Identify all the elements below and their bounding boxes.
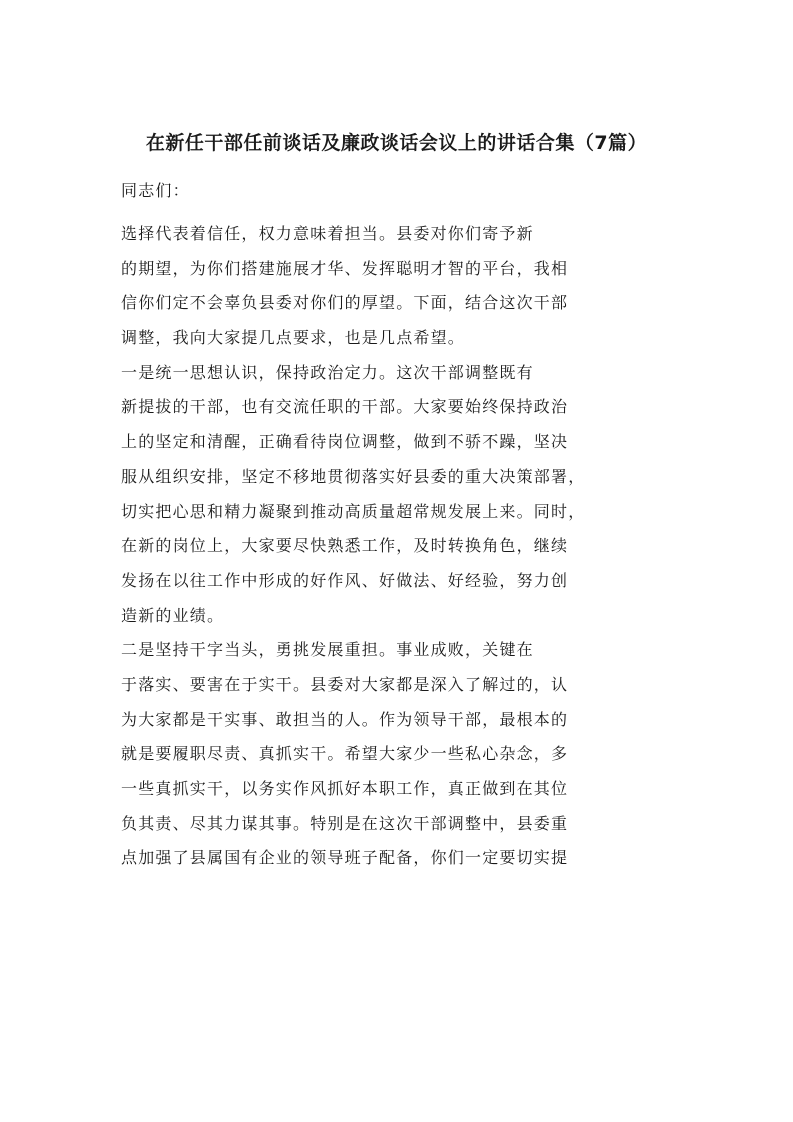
body-line: 服从组织安排，坚定不移地贯彻落实好县委的重大决策部署， (121, 466, 586, 486)
body-line: 一些真抓实干，以务实作风抓好本职工作，真正做到在其位 (121, 779, 569, 798)
body-line: 为大家都是干实事、敢担当的人。作为领导干部，最根本的 (121, 709, 569, 729)
body-line: 的期望，为你们搭建施展才华、发挥聪明才智的平台，我相 (121, 258, 569, 278)
document-title: 在新任干部任前谈话及廉政谈话会议上的讲话合集（7篇） (145, 132, 648, 154)
body-line: 就是要履职尽责、真抓实干。希望大家少一些私心杂念，多 (121, 744, 569, 764)
body-line: 点加强了县属国有企业的领导班子配备，你们一定要切实提 (121, 848, 569, 868)
body-line: 信你们定不会辜负县委对你们的厚望。下面，结合这次干部 (121, 293, 569, 313)
document-body (121, 170, 621, 876)
body-line: 上的坚定和清醒，正确看待岗位调整，做到不骄不躁，坚决 (121, 432, 569, 452)
body-line: 在新的岗位上，大家要尽快熟悉工作，及时转换角色，继续 (121, 536, 569, 556)
body-line: 切实把心思和精力凝聚到推动高质量超常规发展上来。同时， (121, 501, 586, 521)
body-line: 发扬在以往工作中形成的好作风、好做法、好经验，努力创 (121, 570, 569, 590)
body-line: 二是坚持干字当头，勇挑发展重担。事业成败，关键在 (121, 640, 534, 660)
salutation-line: 同志们： (121, 181, 190, 200)
body-line: 新提拔的干部，也有交流任职的干部。大家要始终保持政治 (121, 397, 569, 417)
body-line: 负其责、尽其力谋其事。特别是在这次干部调整中，县委重 (121, 813, 569, 833)
body-line: 一是统一思想认识，保持政治定力。这次干部调整既有 (121, 362, 534, 382)
body-line: 造新的业绩。 (121, 605, 225, 625)
body-line: 于落实、要害在于实干。县委对大家都是深入了解过的，认 (121, 674, 569, 694)
body-line: 调整，我向大家提几点要求，也是几点希望。 (121, 328, 466, 348)
body-line: 选择代表着信任，权力意味着担当。县委对你们寄予新 (121, 224, 534, 243)
